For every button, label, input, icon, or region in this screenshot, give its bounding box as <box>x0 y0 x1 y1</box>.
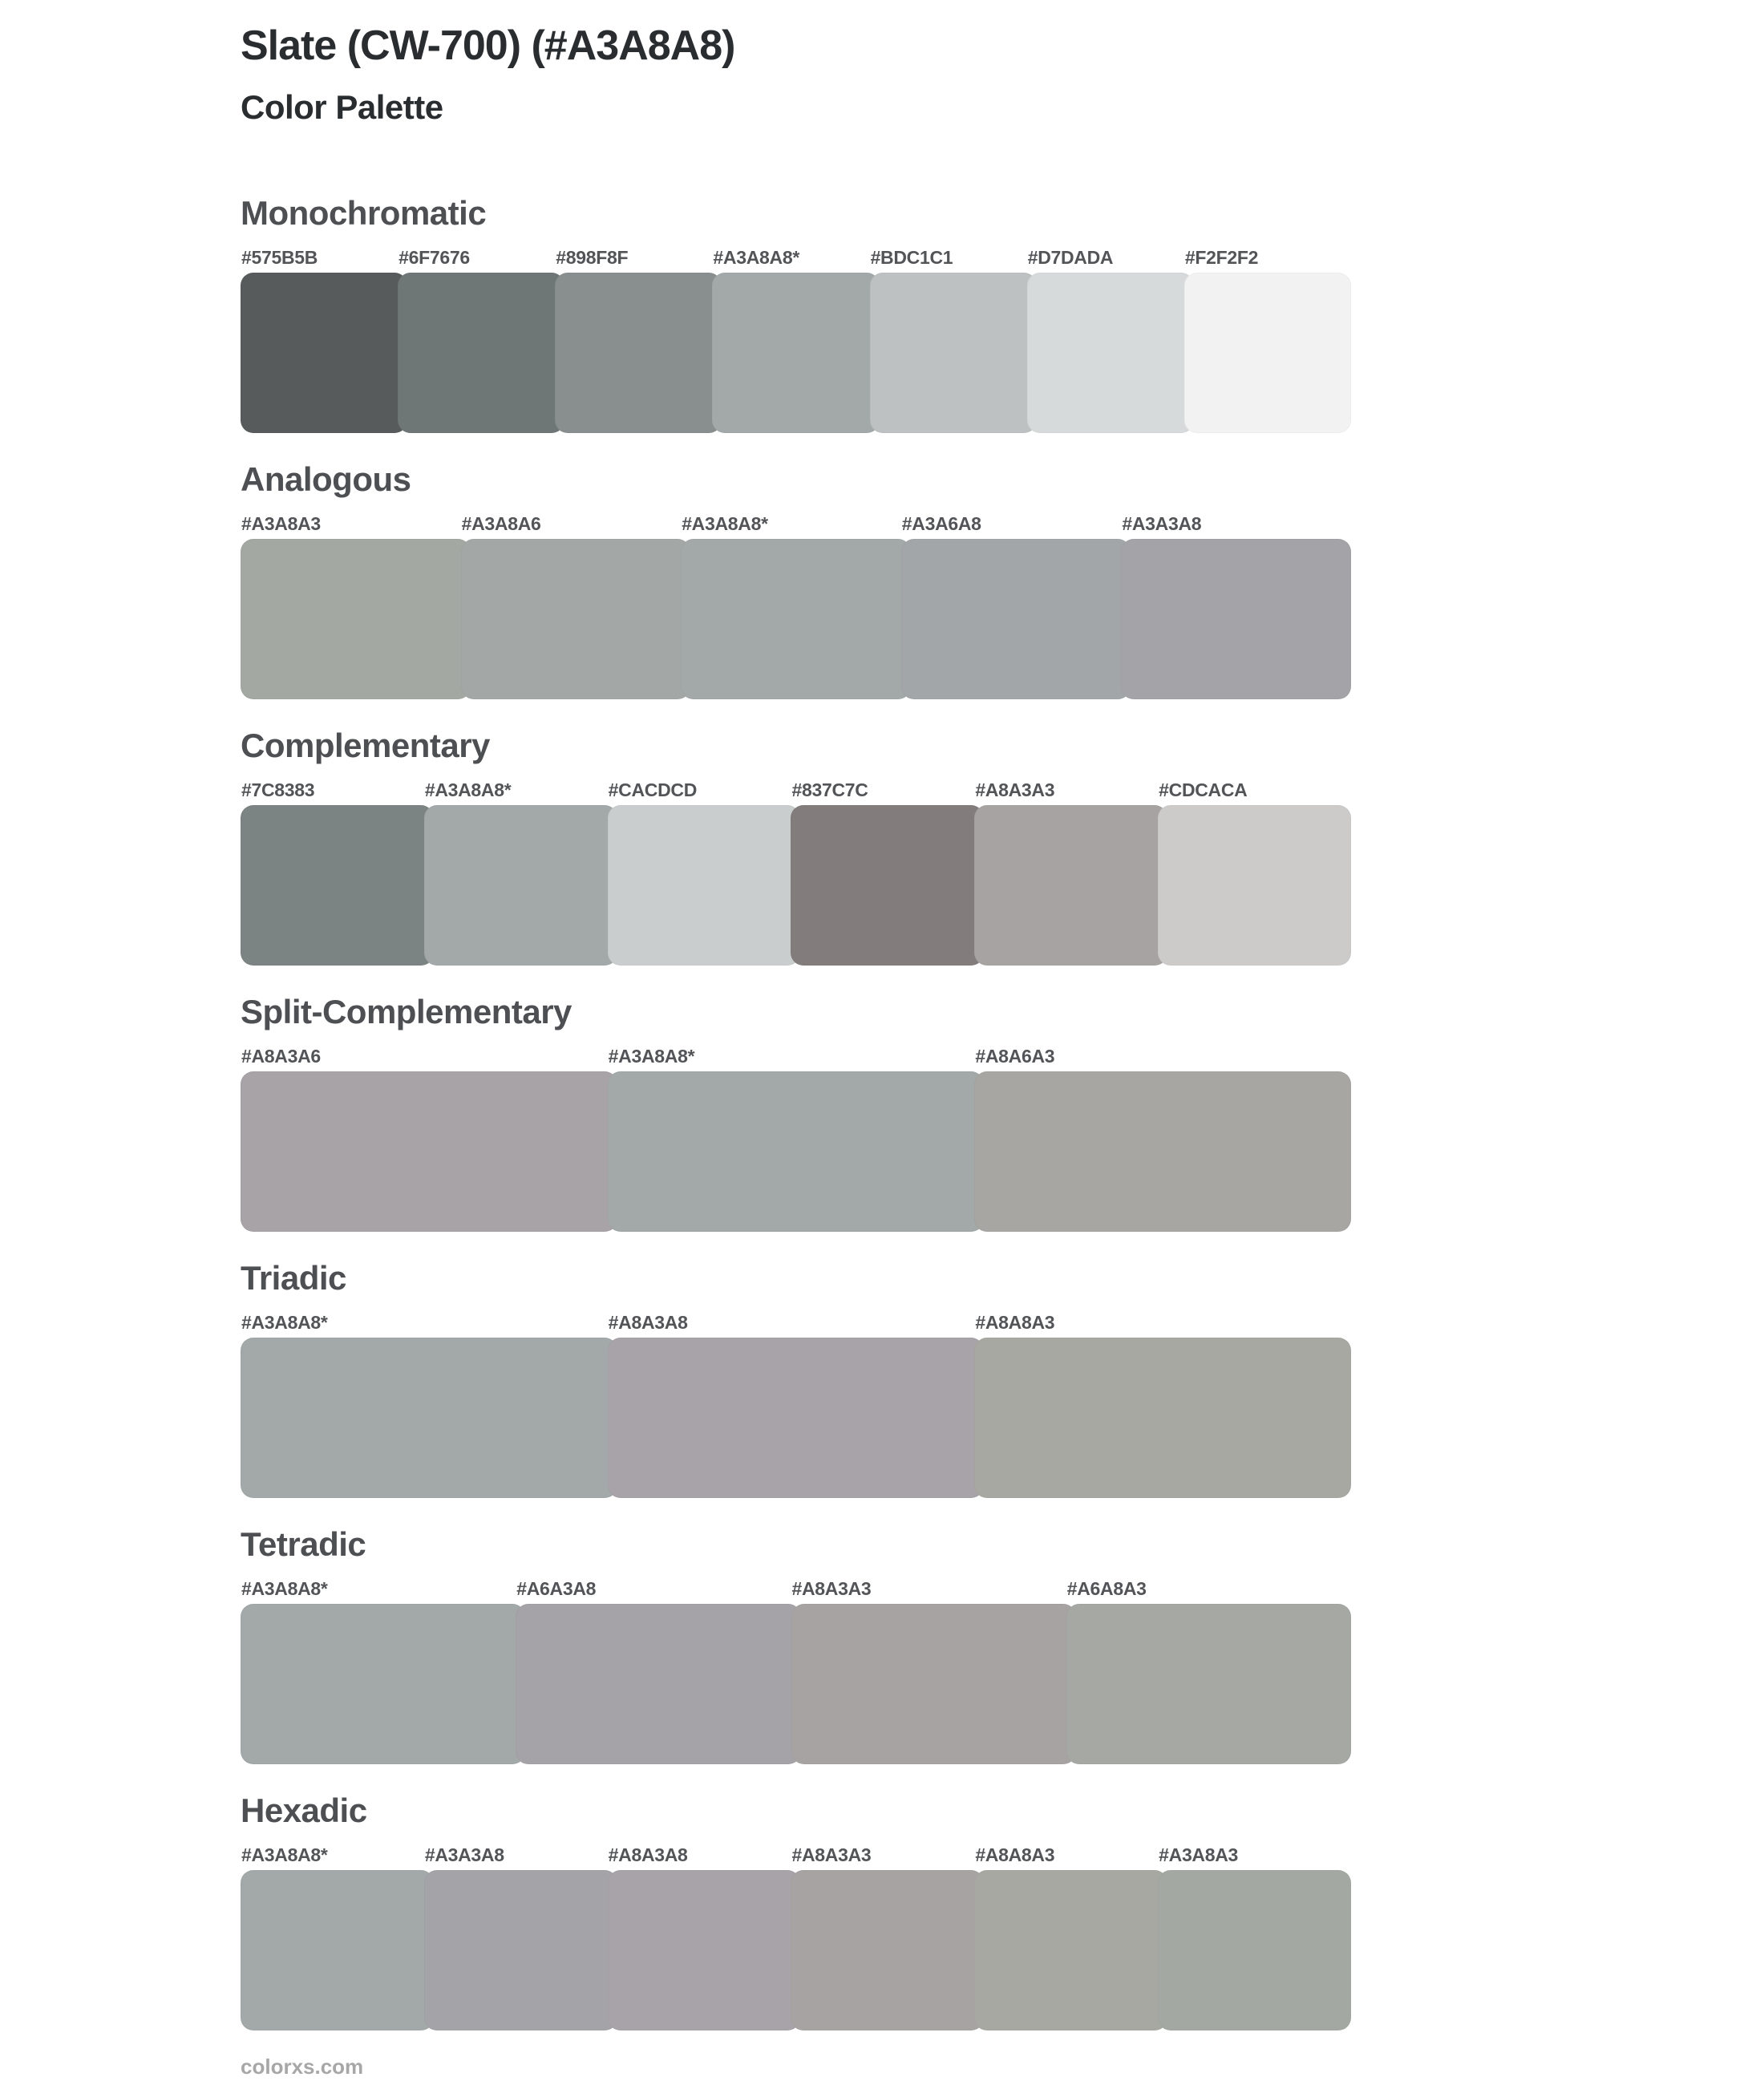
color-swatch[interactable] <box>241 1071 617 1232</box>
swatch-label: #A8A6A3 <box>975 1046 1055 1067</box>
swatch-label: #A3A8A8* <box>241 1844 328 1865</box>
swatch-label: #A8A8A3 <box>975 1844 1055 1865</box>
swatch-label: #BDC1C1 <box>870 247 953 268</box>
swatch-label: #A3A8A8* <box>713 247 799 268</box>
color-swatch[interactable] <box>974 805 1167 966</box>
color-swatch[interactable] <box>791 805 984 966</box>
color-swatch[interactable] <box>901 539 1131 699</box>
swatch-label: #F2F2F2 <box>1184 247 1259 268</box>
palette-section <box>241 462 1764 699</box>
swatch-labels-row <box>241 1578 1351 1599</box>
color-swatch[interactable] <box>1184 273 1351 433</box>
section-heading: Hexadic <box>241 1791 367 1829</box>
swatch-label: #A8A3A3 <box>975 779 1055 800</box>
color-swatch[interactable] <box>1121 539 1351 699</box>
color-swatch[interactable] <box>1158 1870 1351 2030</box>
swatch-label: #A3A8A8* <box>241 1312 328 1333</box>
swatch-label: #A3A8A8* <box>682 513 768 534</box>
swatch-label: #A3A8A8* <box>608 1046 695 1067</box>
swatch-label: #CDCACA <box>1159 779 1248 800</box>
swatch-label: #A3A6A8 <box>901 513 981 534</box>
swatch-labels-row <box>241 779 1351 800</box>
swatch-label: #CACDCD <box>608 779 698 800</box>
swatch-label: #7C8383 <box>241 779 315 800</box>
swatch-row <box>241 1604 1351 1764</box>
section-heading: Monochromatic <box>241 194 487 232</box>
swatch-row <box>241 273 1351 433</box>
color-swatch[interactable] <box>241 273 407 433</box>
color-swatch[interactable] <box>1158 805 1351 966</box>
palette-section <box>241 1527 1764 1764</box>
color-swatch[interactable] <box>608 1870 801 2030</box>
palette-sections <box>241 196 1764 2030</box>
swatch-label: #A3A3A8 <box>424 1844 504 1865</box>
color-swatch[interactable] <box>1027 273 1194 433</box>
color-swatch-base[interactable] <box>424 805 617 966</box>
color-swatch-base[interactable] <box>241 1604 525 1764</box>
color-swatch[interactable] <box>870 273 1037 433</box>
section-heading: Complementary <box>241 727 490 764</box>
color-swatch[interactable] <box>608 1338 985 1498</box>
swatch-row <box>241 1338 1351 1498</box>
swatch-label: #D7DADA <box>1027 247 1114 268</box>
page-subtitle: Color Palette <box>241 88 443 126</box>
palette-section <box>241 1261 1764 1498</box>
swatch-label: #A3A8A6 <box>461 513 541 534</box>
color-swatch[interactable] <box>974 1338 1351 1498</box>
palette-section <box>241 1793 1764 2030</box>
swatch-label: #A3A8A8* <box>424 779 512 800</box>
page-title: Slate (CW-700) (#A3A8A8) <box>241 22 735 69</box>
color-swatch-base[interactable] <box>681 539 911 699</box>
palette-section <box>241 994 1764 1232</box>
swatch-label: #898F8F <box>556 247 629 268</box>
swatch-label: #A8A3A8 <box>608 1312 688 1333</box>
swatch-labels-row <box>241 247 1351 268</box>
swatch-label: #6F7676 <box>399 247 470 268</box>
swatch-label: #A8A3A8 <box>608 1844 688 1865</box>
swatch-label: #A8A3A6 <box>241 1046 321 1067</box>
color-swatch-base[interactable] <box>241 1870 434 2030</box>
palette-section <box>241 196 1764 433</box>
footer-link[interactable]: colorxs.com <box>241 2055 364 2079</box>
color-swatch[interactable] <box>608 805 801 966</box>
section-heading: Split-Complementary <box>241 993 572 1030</box>
color-swatch[interactable] <box>241 539 471 699</box>
palette-section <box>241 728 1764 966</box>
swatch-label: #A8A3A3 <box>791 1578 872 1599</box>
swatch-row <box>241 1870 1351 2030</box>
color-swatch[interactable] <box>516 1604 800 1764</box>
swatch-label: #A8A8A3 <box>975 1312 1055 1333</box>
color-swatch[interactable] <box>791 1604 1076 1764</box>
color-swatch[interactable] <box>241 805 434 966</box>
swatch-row <box>241 1071 1351 1232</box>
color-swatch-base[interactable] <box>241 1338 617 1498</box>
swatch-label: #A3A8A3 <box>241 513 321 534</box>
swatch-label: #A3A8A3 <box>1159 1844 1239 1865</box>
swatch-labels-row <box>241 1312 1351 1333</box>
swatch-label: #A6A8A3 <box>1066 1578 1147 1599</box>
swatch-labels-row <box>241 1844 1351 1865</box>
swatch-label: #A3A3A8 <box>1122 513 1202 534</box>
swatch-row <box>241 539 1351 699</box>
color-swatch[interactable] <box>974 1071 1351 1232</box>
section-heading: Analogous <box>241 460 411 498</box>
section-heading: Triadic <box>241 1259 346 1297</box>
swatch-label: #A6A3A8 <box>516 1578 597 1599</box>
color-swatch[interactable] <box>555 273 722 433</box>
swatch-label: #A8A3A3 <box>791 1844 872 1865</box>
swatch-label: #A3A8A8* <box>241 1578 328 1599</box>
color-swatch-base[interactable] <box>608 1071 985 1232</box>
color-swatch[interactable] <box>424 1870 617 2030</box>
section-heading: Tetradic <box>241 1525 366 1563</box>
swatch-labels-row <box>241 513 1351 534</box>
swatch-label: #575B5B <box>241 247 318 268</box>
color-swatch[interactable] <box>1066 1604 1351 1764</box>
swatch-label: #837C7C <box>791 779 868 800</box>
color-swatch[interactable] <box>974 1870 1167 2030</box>
color-swatch[interactable] <box>398 273 564 433</box>
swatch-row <box>241 805 1351 966</box>
color-swatch[interactable] <box>461 539 691 699</box>
color-swatch[interactable] <box>791 1870 984 2030</box>
swatch-labels-row <box>241 1046 1351 1067</box>
color-swatch-base[interactable] <box>712 273 879 433</box>
